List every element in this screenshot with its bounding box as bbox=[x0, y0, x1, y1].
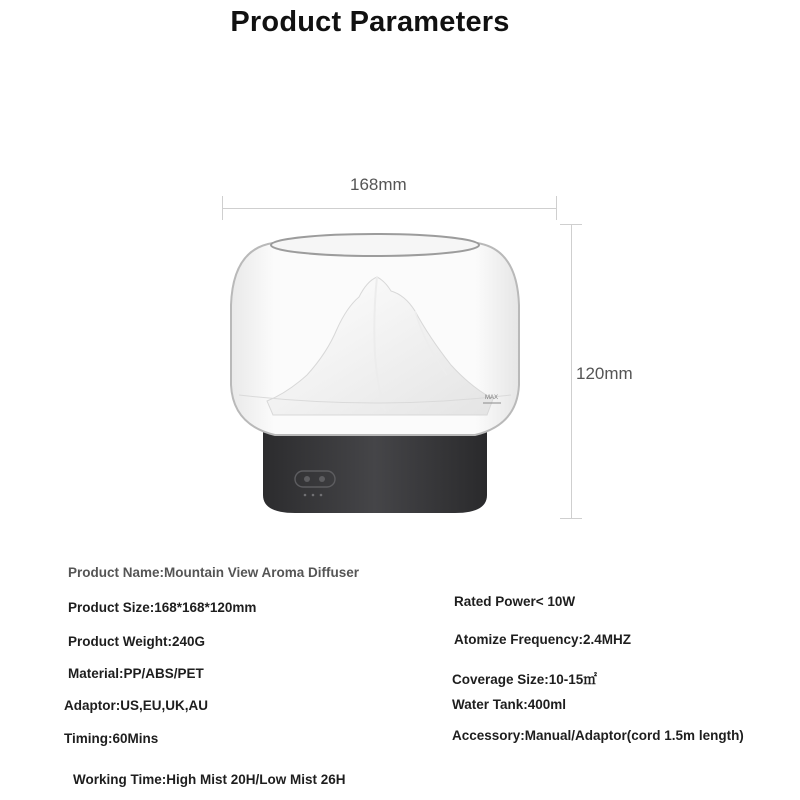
width-dimension-tick-left bbox=[222, 196, 223, 220]
glass-rim bbox=[271, 234, 479, 256]
spec-accessory: Accessory:Manual/Adaptor(cord 1.5m length) bbox=[452, 728, 744, 743]
width-dimension-label: 168mm bbox=[350, 175, 407, 194]
max-fill-mark: MAX bbox=[485, 395, 499, 401]
height-dimension-label: 120mm bbox=[576, 364, 633, 383]
spec-material: Material:PP/ABS/PET bbox=[68, 666, 204, 681]
width-dimension-line bbox=[222, 208, 557, 209]
spec-atomize-frequency: Atomize Frequency:2.4MHZ bbox=[454, 632, 632, 647]
height-dimension-line bbox=[571, 224, 572, 518]
spec-rated-power: Rated Power< 10W bbox=[454, 594, 576, 609]
diffuser-product-image bbox=[225, 225, 555, 525]
page-title: Product Parameters bbox=[230, 6, 510, 38]
height-dimension-tick-top bbox=[560, 224, 582, 225]
width-dimension-tick-right bbox=[556, 196, 557, 220]
spec-adaptor: Adaptor:US,EU,UK,AU bbox=[64, 698, 208, 713]
height-dimension-tick-bottom bbox=[560, 518, 582, 519]
spec-working-time: Working Time:High Mist 20H/Low Mist 26H bbox=[73, 772, 346, 787]
spec-coverage-size: Coverage Size:10-15㎡ bbox=[452, 672, 597, 687]
spec-water-tank: Water Tank:400ml bbox=[452, 697, 567, 712]
spec-product-size: Product Size:168*168*120mm bbox=[68, 600, 257, 615]
spec-product-name: Product Name:Mountain View Aroma Diffuser bbox=[68, 565, 360, 580]
spec-product-weight: Product Weight:240G bbox=[68, 634, 206, 649]
spec-timing: Timing:60Mins bbox=[64, 731, 159, 746]
